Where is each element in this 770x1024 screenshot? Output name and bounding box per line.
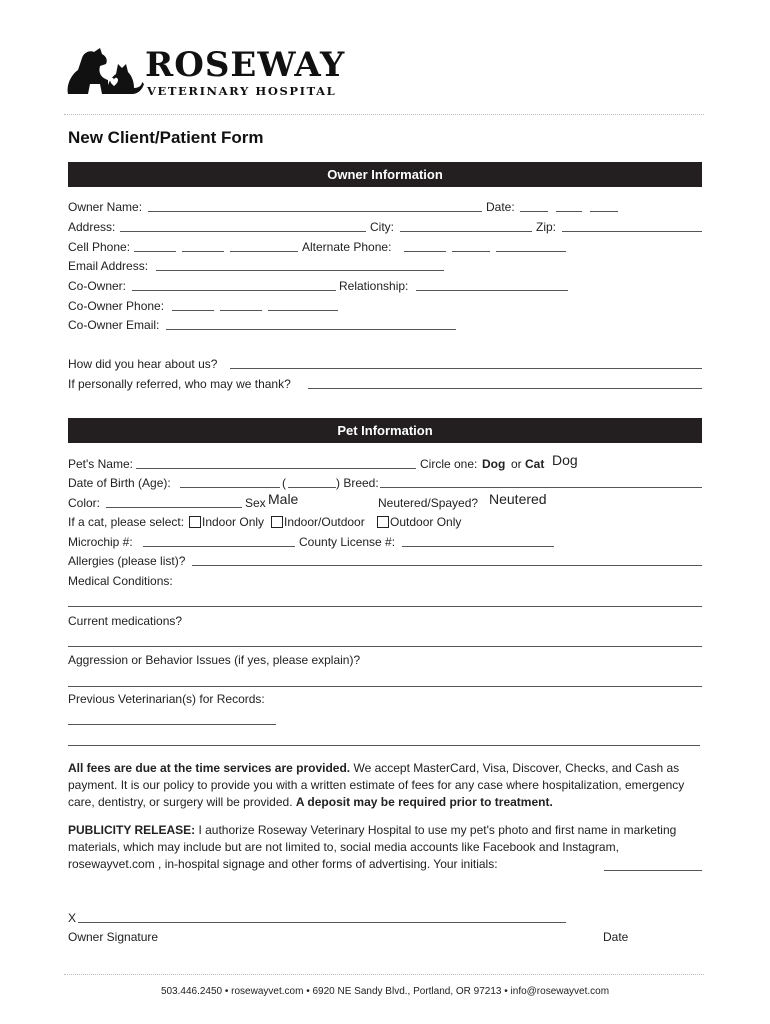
city-label: City: [370, 220, 394, 234]
publicity-bold-lead: PUBLICITY RELEASE: [68, 823, 196, 837]
neutered-value[interactable]: Neutered [489, 491, 547, 507]
alt-phone-prefix-field[interactable] [452, 239, 490, 252]
indoor-outdoor-label: Indoor/Outdoor [284, 515, 365, 529]
divider [64, 114, 704, 115]
owner-name-field[interactable] [148, 199, 482, 212]
medical-conditions-label: Medical Conditions: [68, 574, 173, 588]
pet-name-field[interactable] [136, 456, 416, 469]
co-owner-field[interactable] [132, 278, 336, 291]
sex-value[interactable]: Male [268, 491, 299, 507]
breed-field[interactable] [380, 475, 702, 488]
relationship-field[interactable] [416, 278, 568, 291]
cell-phone-prefix-field[interactable] [182, 239, 224, 252]
relationship-label: Relationship: [339, 279, 409, 293]
current-medications-field[interactable] [68, 646, 702, 647]
co-owner-phone-prefix-field[interactable] [220, 298, 262, 311]
cell-phone-area-field[interactable] [134, 239, 176, 252]
aggression-field[interactable] [68, 686, 702, 687]
pet-name-row [68, 452, 702, 472]
fees-text: We accept MasterCard, Visa, Discover, Checks, and Cash as payment. It is our policy to provide you with a written estimate of fees for any case where hospitalization, emergency care, dentistry, or surgery will be provided. [68, 761, 685, 809]
logo-subtitle: VETERINARY HOSPITAL [147, 84, 337, 98]
microchip-label: Microchip #: [68, 535, 133, 549]
zip-label: Zip: [536, 220, 557, 234]
date-label: Date: [486, 200, 515, 214]
microchip-row [68, 534, 702, 550]
date-year-field[interactable] [590, 199, 618, 212]
email-field[interactable] [156, 258, 444, 271]
sex-label: Sex [245, 496, 266, 510]
county-license-label: County License #: [299, 535, 396, 549]
fees-bold-tail: A deposit may be required prior to treatment. [295, 795, 553, 809]
indoor-only-checkbox[interactable] [189, 516, 201, 528]
age-field[interactable] [288, 475, 336, 488]
color-label: Color: [68, 496, 101, 510]
dog-cat-logo-icon [64, 44, 144, 100]
aggression-label: Aggression or Behavior Issues (if yes, please explain)? [68, 653, 361, 667]
co-owner-email-label: Co-Owner Email: [68, 318, 160, 332]
medical-conditions-row [68, 573, 702, 589]
age-paren-open: ( [282, 476, 286, 490]
co-owner-label: Co-Owner: [68, 279, 127, 293]
indoor-only-label: Indoor Only [202, 515, 265, 529]
outdoor-only-checkbox[interactable] [377, 516, 389, 528]
phone-row [68, 239, 702, 255]
cat-select-label: If a cat, please select: [68, 515, 185, 529]
address-field[interactable] [120, 219, 366, 232]
dob-row [68, 475, 702, 491]
allergies-label: Allergies (please list)? [68, 554, 186, 568]
owner-section-header: Owner Information [68, 162, 702, 187]
owner-name-label: Owner Name: [68, 200, 143, 214]
previous-vet-field[interactable] [68, 724, 276, 725]
fees-bold-lead: All fees are due at the time services are provided. [68, 761, 351, 775]
previous-vet-row [68, 691, 702, 707]
circle-one-label: Circle one: [420, 457, 478, 471]
color-field[interactable] [106, 495, 242, 508]
outdoor-only-option[interactable] [377, 514, 461, 530]
neutered-label: Neutered/Spayed? [378, 496, 479, 510]
co-owner-phone-line-field[interactable] [268, 298, 338, 311]
co-owner-email-row [68, 317, 702, 333]
county-license-field[interactable] [402, 534, 554, 547]
or-text: or [511, 457, 522, 471]
microchip-field[interactable] [143, 534, 295, 547]
aggression-row [68, 652, 702, 668]
dog-option[interactable]: Dog [482, 457, 506, 471]
co-owner-row [68, 278, 702, 294]
logo-name: ROSEWAY [145, 45, 346, 85]
species-value[interactable]: Dog [552, 452, 578, 468]
address-label: Address: [68, 220, 116, 234]
owner-signature-label: Owner Signature [68, 930, 159, 944]
signature-date-label: Date [603, 930, 629, 944]
initials-field[interactable] [604, 870, 702, 871]
date-day-field[interactable] [556, 199, 582, 212]
pet-section-header: Pet Information [68, 418, 702, 443]
cell-phone-line-field[interactable] [230, 239, 298, 252]
signature-row [68, 910, 702, 926]
signature-field[interactable] [78, 910, 566, 923]
form-title: New Client/Patient Form [68, 128, 264, 147]
cell-phone-label: Cell Phone: [68, 240, 131, 254]
owner-name-row [68, 199, 702, 215]
previous-vet-label: Previous Veterinarian(s) for Records: [68, 692, 265, 706]
previous-vet-field-2[interactable] [68, 745, 700, 746]
dob-field[interactable] [180, 475, 280, 488]
referred-row [68, 376, 702, 392]
email-label: Email Address: [68, 259, 149, 273]
breed-label: ) Breed: [336, 476, 379, 490]
pet-name-label: Pet's Name: [68, 457, 133, 471]
outdoor-only-label: Outdoor Only [390, 515, 462, 529]
co-owner-phone-row [68, 298, 702, 314]
signature-x: X [68, 911, 77, 925]
city-field[interactable] [400, 219, 532, 232]
email-row [68, 258, 702, 274]
how-hear-row [68, 356, 702, 372]
footer-divider [64, 974, 704, 975]
publicity-text: I authorize Roseway Veterinary Hospital to use my pet's photo and first name in marketing materials, which may include but are not limited to, social media accounts like Facebook and Instagram, rosewayvet.com , in-hospital signage and other forms of advertising. Your initials: [68, 823, 677, 871]
referred-label: If personally referred, who may we thank? [68, 377, 291, 391]
color-row [68, 491, 702, 511]
how-hear-label: How did you hear about us? [68, 357, 218, 371]
current-medications-label: Current medications? [68, 614, 183, 628]
dob-label: Date of Birth (Age): [68, 476, 171, 490]
indoor-outdoor-option[interactable] [271, 514, 365, 530]
co-owner-phone-area-field[interactable] [172, 298, 214, 311]
indoor-only-option[interactable] [189, 514, 264, 530]
indoor-outdoor-checkbox[interactable] [271, 516, 283, 528]
co-owner-phone-label: Co-Owner Phone: [68, 299, 165, 313]
how-hear-field[interactable] [230, 356, 702, 369]
cat-select-row [68, 514, 702, 530]
allergies-field[interactable] [192, 553, 702, 566]
cat-option[interactable]: Cat [525, 457, 545, 471]
current-medications-row [68, 613, 702, 629]
address-row [68, 219, 702, 235]
alt-phone-area-field[interactable] [404, 239, 446, 252]
alt-phone-line-field[interactable] [496, 239, 566, 252]
zip-field[interactable] [562, 219, 702, 232]
alternate-phone-label: Alternate Phone: [302, 240, 392, 254]
footer-contact: 503.446.2450 • rosewayvet.com • 6920 NE Sandy Blvd., Portland, OR 97213 • info@rosewayvet.com [160, 986, 610, 997]
fees-paragraph [68, 760, 703, 811]
medical-conditions-field[interactable] [68, 606, 702, 607]
referred-field[interactable] [308, 376, 702, 389]
publicity-paragraph [68, 822, 703, 873]
co-owner-email-field[interactable] [166, 317, 456, 330]
date-month-field[interactable] [520, 199, 548, 212]
allergies-row [68, 553, 702, 569]
